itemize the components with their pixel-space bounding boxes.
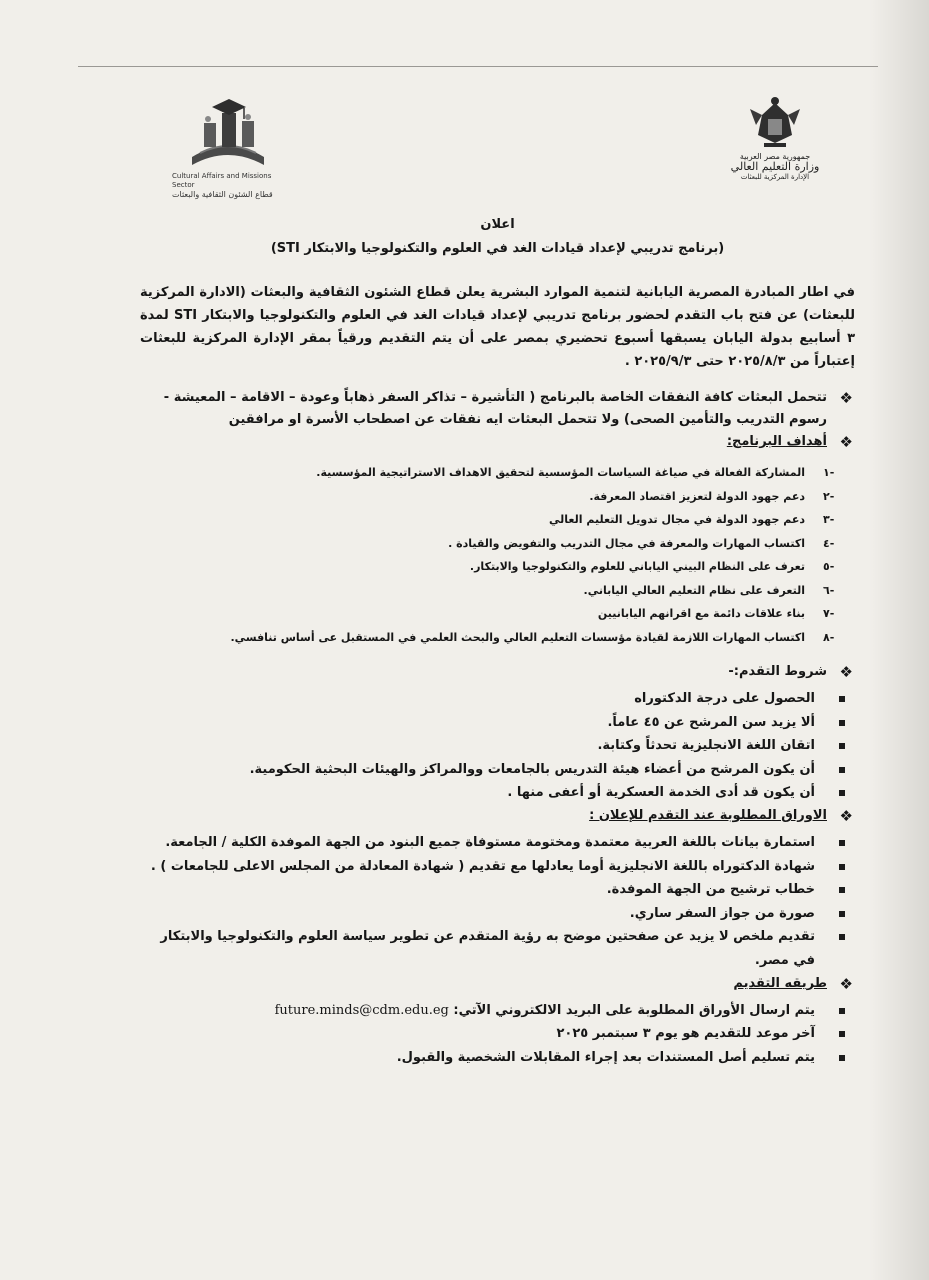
square-bullet-icon: [839, 767, 845, 773]
left-logo-caption: [172, 172, 284, 199]
papers-item-text: صورة من جواز السفر ساري.: [629, 905, 815, 921]
right-caption-line1: جمهورية مصر العربية: [739, 152, 811, 161]
goal-number: -٣: [823, 513, 835, 526]
square-bullet-icon: [839, 696, 845, 702]
goal-text: دعم جهود الدولة لتعزيز اقتصاد المعرفة.: [589, 489, 805, 503]
right-caption-line3: الإدارة المركزية للبعثات: [740, 173, 810, 181]
star-bullet-icon: ❖: [839, 389, 853, 407]
goal-number: -٢: [823, 489, 835, 503]
square-bullet-icon: [839, 1055, 845, 1061]
email-link[interactable]: future.minds@cdm.edu.eg: [274, 1002, 449, 1018]
method-item-text: آخر موعد للتقديم هو يوم ٣ سبتمبر ٢٠٢٥: [556, 1026, 815, 1042]
goal-text: اكتساب المهارات اللازمة لقيادة مؤسسات التعليم العالي والبحث العلمي في المستقبل عى أساس تنافسي.: [230, 630, 805, 644]
header-rule: [78, 66, 878, 67]
goal-text: التعرف على نظام التعليم العالي الياباني.: [583, 583, 805, 597]
goal-item: [140, 508, 835, 532]
list-item: [140, 758, 815, 782]
square-bullet-icon: [839, 790, 845, 796]
intro-paragraph: في اطار المبادرة المصرية اليابانية لتنمية الموارد البشرية يعلن قطاع الشئون الثقافية والبعثات (الادارة المركزية للبعثات) عن فتح باب التقدم لحضور برنامج تدريبي لإعداد قيادات الغد في العلوم والتكنولوجيا والابتكار STI لمدة ٣ أسابيع بدولة اليابان يسبقها أسبوع تحضيري بمصر على أن يتم التقديم ورقياً بمقر الإدارة المركزية للبعثات إعتباراً من ٢٠٢٥/٨/٣ حتى ٢٠٢٥/٩/٣ .: [140, 285, 855, 369]
goal-number: -٤: [823, 536, 835, 550]
list-item: [140, 711, 815, 735]
square-bullet-icon: [839, 840, 845, 846]
square-bullet-icon: [839, 1008, 845, 1014]
goal-text: تعرف على النظام البيني الياباني للعلوم والتكنولوجيا والابتكار.: [469, 560, 805, 573]
goal-item: [140, 602, 835, 626]
papers-section: [140, 805, 855, 827]
goals-section: [140, 431, 855, 453]
square-bullet-icon: [839, 864, 845, 870]
star-bullet-icon: ❖: [839, 433, 853, 451]
list-item: [140, 781, 815, 805]
papers-heading: الاوراق المطلوبة عند التقدم للإعلان :: [589, 807, 827, 823]
goal-item: [140, 461, 835, 485]
right-logo-caption: [720, 152, 830, 182]
goal-number: -٦: [823, 583, 835, 597]
square-bullet-icon: [839, 911, 845, 917]
goal-number: -١: [823, 466, 835, 479]
left-logo-caption-ar: قطاع الشئون الثقافية والبعثات: [172, 190, 273, 199]
papers-item-text: تقديم ملخص لا يزيد عن صفحتين موضح به رؤية المتقدم عن تطوير سياسة العلوم والتكنولوجيا والابتكار في مصر.: [160, 929, 815, 968]
star-bullet-icon: ❖: [839, 806, 853, 825]
announcement-body: [140, 215, 855, 1069]
program-subtitle: (برنامج تدريبي لإعداد قيادات الغد في العلوم والتكنولوجيا والابتكار STI): [270, 241, 725, 256]
conditions-item-text: ألا يزيد سن المرشح عن ٤٥ عاماً.: [607, 714, 815, 730]
list-item: [140, 925, 815, 972]
square-bullet-icon: [839, 743, 845, 749]
right-caption-line2: وزارة التعليم العالي: [730, 160, 820, 173]
goal-item: [140, 555, 835, 579]
list-item: [140, 687, 815, 711]
papers-item-text: خطاب ترشيح من الجهة الموفدة.: [606, 882, 815, 898]
goal-text: دعم جهود الدولة في مجال تدويل التعليم العالي: [549, 513, 805, 526]
list-item: [140, 1046, 815, 1070]
list-item: [140, 855, 815, 879]
goal-number: -٨: [823, 630, 835, 644]
square-bullet-icon: [839, 934, 845, 940]
graduation-book-icon: [172, 95, 284, 175]
method-list: [140, 999, 855, 1070]
star-bullet-icon: ❖: [839, 974, 853, 993]
method-item-text: يتم تسليم أصل المستندات بعد إجراء المقابلات الشخصية والقبول.: [396, 1049, 815, 1065]
goal-text: بناء علاقات دائمة مع اقرانهم اليابانيين: [597, 607, 805, 620]
list-item: [140, 831, 815, 855]
goal-item: [140, 626, 835, 650]
conditions-heading: شروط التقدم:-: [728, 664, 827, 679]
goals-heading: أهداف البرنامج:: [726, 434, 827, 449]
method-heading: طريقه التقديم: [733, 975, 827, 991]
conditions-item-text: أن يكون قد أدى الخدمة العسكرية أو أعفى منها .: [507, 785, 815, 801]
square-bullet-icon: [839, 1031, 845, 1037]
goal-item: [140, 485, 835, 509]
papers-list: [140, 831, 855, 973]
list-item: [140, 878, 815, 902]
papers-item-text: شهادة الدكتوراه باللغة الانجليزية أوما يعادلها مع تقديم ( شهادة المعادلة من المجلس الاعلى للجامعات ) .: [150, 858, 815, 874]
goal-number: -٥: [823, 560, 835, 573]
goal-number: -٧: [823, 607, 835, 620]
costs-text: تتحمل البعثات كافة النفقات الخاصة بالبرنامج ( التأشيرة – تذاكر السفر ذهاباً وعودة – الاقامة – المعيشة - رسوم التدريب والتأمين الصحى) ولا تتحمل البعثات ايه نفقات عن اصطحاب الأسرة او مرافقين: [163, 390, 827, 427]
conditions-section: [140, 661, 855, 683]
goal-text: اكتساب المهارات والمعرفة في مجال التدريب والتفويض والقيادة .: [448, 536, 805, 550]
goal-item: [140, 532, 835, 556]
goal-text: المشاركة الفعالة في صياغة السياسات المؤسسية لتحقيق الاهداف الاستراتيجية المؤسسية.: [316, 466, 805, 479]
list-item: [140, 1022, 815, 1046]
page-title: اعلان: [480, 217, 515, 232]
star-bullet-icon: ❖: [839, 663, 853, 681]
square-bullet-icon: [839, 720, 845, 726]
conditions-list: [140, 687, 855, 805]
method-section: [140, 973, 855, 995]
email-prefix: يتم ارسال الأوراق المطلوبة على البريد الالكتروني الآتي:: [453, 1002, 815, 1018]
goal-item: [140, 579, 835, 603]
conditions-item-text: اتقان اللغة الانجليزية تحدثاً وكتابة.: [597, 738, 815, 754]
scan-shadow: [869, 0, 929, 1280]
goals-list: [140, 461, 855, 649]
costs-section: [140, 387, 855, 431]
list-item: [140, 902, 815, 926]
list-item: [140, 734, 815, 758]
list-item: [140, 999, 815, 1023]
papers-item-text: استمارة بيانات باللغة العربية معتمدة ومختومة مستوفاة جميع البنود من الجهة الموفدة الكلية / الجامعة.: [165, 834, 815, 850]
conditions-item-text: الحصول على درجة الدكتوراه: [634, 691, 815, 706]
conditions-item-text: أن يكون المرشح من أعضاء هيئة التدريس بالجامعات ووالمراكز والهيئات البحثية الحكومية.: [249, 761, 815, 777]
left-logo-caption-en: Cultural Affairs and Missions Sector: [172, 172, 272, 189]
eagle-emblem-icon: [730, 95, 820, 150]
square-bullet-icon: [839, 887, 845, 893]
